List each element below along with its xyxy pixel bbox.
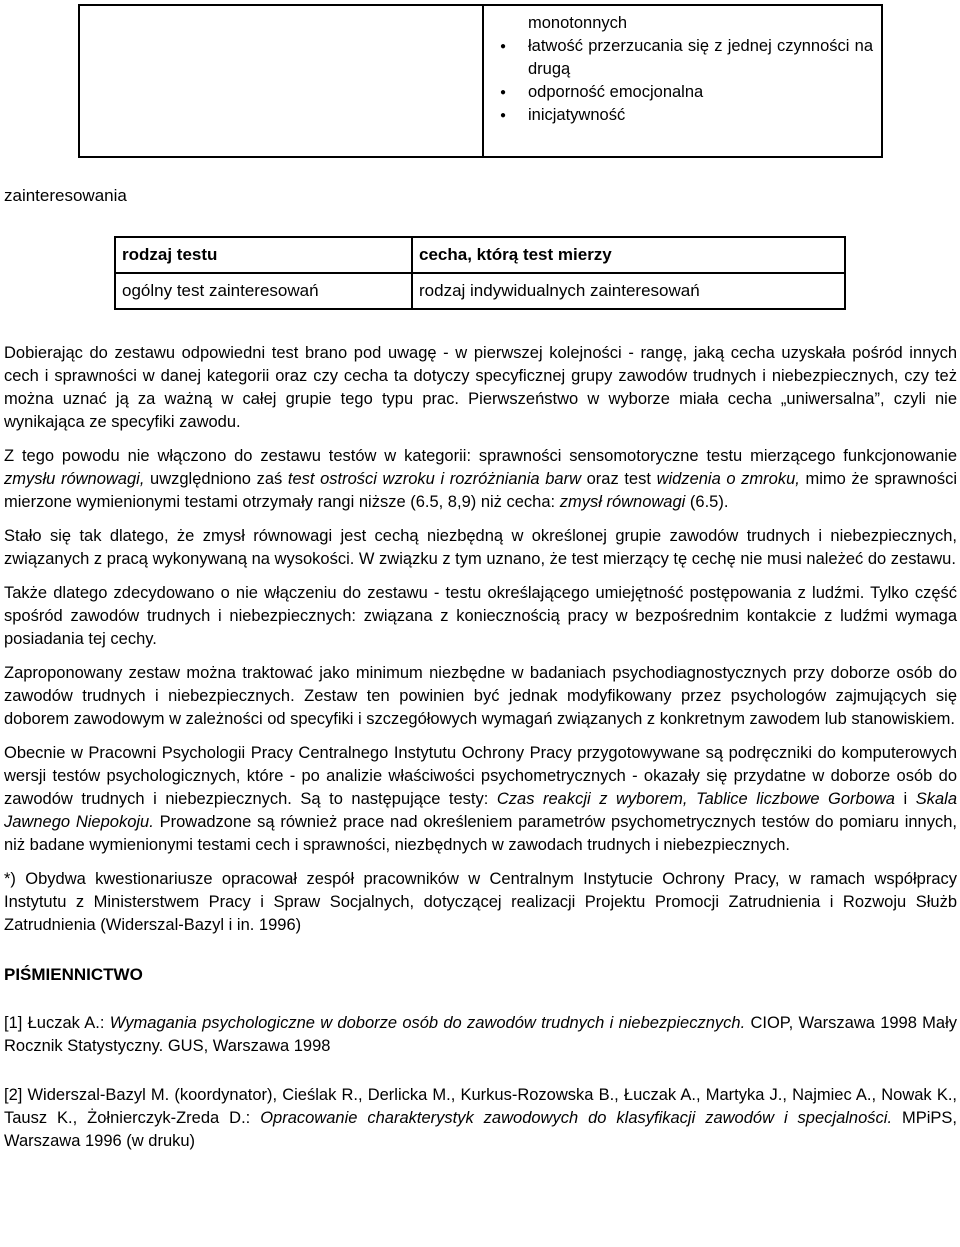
traits-table-right-cell bbox=[483, 5, 882, 157]
column-header: cecha, którą test mierzy bbox=[412, 237, 845, 273]
paragraph: Zaproponowany zestaw można traktować jako minimum niezbędne w badaniach psychodiagnostycznych przy doborze osób do zawodów trudnych i niebezpiecznych. Zestaw ten powinien być jednak modyfikowany przez psychologów zajmujących się doborem zawodowym w zależności od specyfiki i szczegółowych wymagań związanych z konkretnym zawodem lub stanowiskiem. bbox=[4, 664, 957, 728]
paragraph: Dobierając do zestawu odpowiedni test brano pod uwagę - w pierwszej kolejności - rangę, jaką cecha uzyskała pośród innych cech i sprawności w danej kategorii oraz czy cecha ta dotyczy specyficznej grupy zawodów trudnych i niebezpiecznych, czy też można uznać ją za ważną w całej grupie tego typu prac. Pierwszeństwo w wyborze miała cecha „uniwersalna”, czyli nie wynikająca ze specyfiki zawodu. bbox=[4, 344, 957, 431]
trait-item: ● inicjatywność bbox=[494, 104, 873, 127]
table-header-row bbox=[115, 237, 845, 273]
references-title: PIŚMIENNICTWO bbox=[4, 965, 143, 984]
trait-item: ● łatwość przerzucania się z jednej czynności na drugą bbox=[494, 35, 873, 81]
body-text bbox=[4, 342, 957, 1164]
paragraph: Obecnie w Pracowni Psychologii Pracy Centralnego Instytutu Ochrony Pracy przygotowywane są podręczniki do komputerowych wersji testów psychologicznych, które - po analizie właściwości psychometrycznych - okazały się przydatne w doborze osób do zawodów trudnych i niebezpiecznych. Są to następujące testy: Czas reakcji z wyborem, Tablice liczbowe Gorbowa i Skala Jawnego Niepokoju. Prowadzone są również prace nad określeniem parametrów psychometrycznych testów do pomiaru innych, niż badane wymienionymi testami cech i sprawności, niezbędnych w zawodach trudnych i niebezpiecznych. bbox=[4, 744, 957, 854]
paragraph: Stało się tak dlatego, że zmysł równowagi jest cechą niezbędną w określonej grupie zawodów trudnych i niebezpiecznych, związanych z pracą wykonywaną na wysokości. W związku z tym uznano, że test mierzący tę cechę nie musi należeć do zestawu. bbox=[4, 527, 957, 568]
traits-list bbox=[494, 35, 873, 127]
interest-test-table bbox=[114, 236, 846, 310]
table-cell: rodzaj indywidualnych zainteresowań bbox=[412, 273, 845, 309]
footnote: *) Obydwa kwestionariusze opracował zespół pracowników w Centralnym Instytucie Ochrony Pracy, w ramach współpracy Instytutu z Ministerstwem Pracy i Spraw Socjalnych, dotyczącej realizacji Projektu Promocji Zatrudnienia i Rozwoju Służb Zatrudnienia (Widerszal-Bazyl i in. 1996) bbox=[4, 870, 957, 934]
table-cell: ogólny test zainteresowań bbox=[115, 273, 412, 309]
table-row bbox=[115, 273, 845, 309]
trait-item: ● odporność emocjonalna bbox=[494, 81, 873, 104]
trait-continuation: monotonnych bbox=[528, 14, 628, 32]
traits-table bbox=[78, 4, 883, 158]
reference-item: [2] Widerszal-Bazyl M. (koordynator), Cieślak R., Derlicka M., Kurkus-Rozowska B., Łuczak A., Martyka J., Najmiec A., Nowak K., Tausz K., Żołnierczyk-Zreda D.: Opracowanie charakterystyk zawodowych do klasyfikacji zawodów i specjalności. MPiPS, Warszawa 1996 (w druku) bbox=[4, 1086, 957, 1150]
column-header: rodzaj testu bbox=[115, 237, 412, 273]
traits-table-left-cell bbox=[79, 5, 483, 157]
reference-item: [1] Łuczak A.: Wymagania psychologiczne w doborze osób do zawodów trudnych i niebezpiecznych. CIOP, Warszawa 1998 Mały Rocznik Statystyczny. GUS, Warszawa 1998 bbox=[4, 1014, 958, 1055]
paragraph: Z tego powodu nie włączono do zestawu testów w kategorii: sprawności sensomotoryczne testu mierzącego funkcjonowanie zmysłu równowagi, uwzględniono zaś test ostrości wzroku i rozróżniania barw oraz test widzenia o zmroku, mimo że sprawności mierzone wymienionymi testami otrzymały rangi niższe (6.5, 8,9) niż cecha: zmysł równowagi (6.5). bbox=[4, 447, 958, 511]
section-heading: zainteresowania bbox=[4, 186, 127, 205]
paragraph: Także dlatego zdecydowano o nie włączeniu do zestawu - testu określającego umiejętność postępowania z ludźmi. Tylko część spośród zawodów trudnych i niebezpiecznych: związana z koniecznością pracy w bezpośrednim kontakcie z ludźmi wymaga posiadania tej cechy. bbox=[4, 584, 957, 648]
